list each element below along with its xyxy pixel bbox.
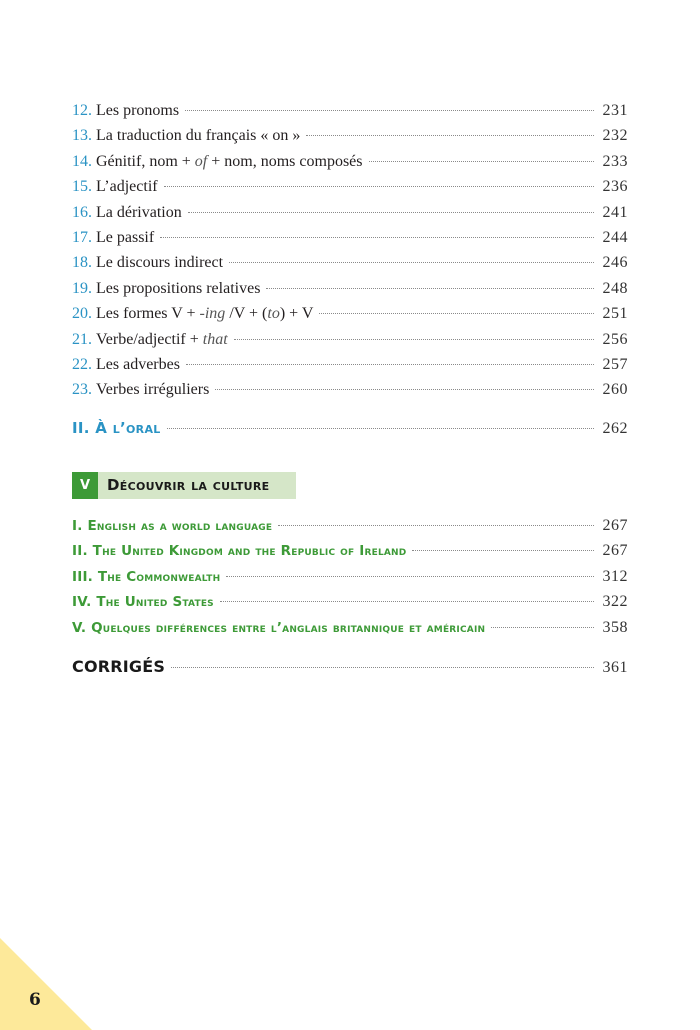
toc-entry-17[interactable] [72, 225, 628, 250]
entry-title: III. The Commonwealth [72, 568, 221, 585]
entry-number: 20. [72, 305, 92, 323]
dot-leader [306, 135, 594, 136]
entry-title: Les adverbes [96, 355, 180, 373]
entry-title: Génitif, nom + of + nom, noms composés [96, 152, 363, 170]
culture-entry-5[interactable] [72, 615, 628, 640]
dot-leader [412, 550, 594, 551]
entry-page: 232 [602, 127, 628, 145]
section-page: 262 [602, 419, 628, 437]
entry-page: 257 [602, 355, 628, 373]
entry-title: V. Quelques différences entre l’anglais britannique et américain [72, 619, 486, 636]
entry-page: 233 [602, 152, 628, 170]
entry-number: 15. [72, 178, 92, 196]
entry-page: 358 [602, 618, 628, 636]
entry-page: 248 [602, 279, 628, 297]
entry-title: IV. The United States [72, 594, 214, 611]
entry-title: Les pronoms [96, 102, 180, 119]
entry-title: II. The United Kingdom and the Republic of Ireland [72, 543, 407, 560]
toc-entry-16[interactable] [72, 200, 628, 225]
entry-page: 231 [602, 102, 628, 119]
entry-number: 17. [72, 228, 92, 246]
entry-number: 19. [72, 279, 92, 297]
dot-leader [491, 627, 594, 628]
toc-entry-13[interactable] [72, 123, 628, 148]
entry-title: I. English as a world language [72, 518, 273, 534]
dot-leader [164, 186, 594, 187]
toc-entry-12[interactable] [72, 98, 628, 123]
section-badge: V [72, 472, 98, 499]
entry-number: 14. [72, 152, 92, 170]
dot-leader [229, 262, 594, 263]
entry-title: Le discours indirect [96, 254, 224, 272]
entry-page: 244 [602, 228, 628, 246]
toc-entry-19[interactable] [72, 276, 628, 301]
dot-leader [369, 161, 595, 162]
dot-leader [319, 313, 594, 314]
entry-title: Les formes V + -ing /V + (to) + V [96, 305, 314, 323]
toc-corriges[interactable] [72, 654, 628, 679]
dot-leader [185, 110, 594, 111]
section-page: 361 [602, 658, 628, 676]
entry-title: Verbe/adjectif + that [96, 330, 228, 348]
entry-title: L’adjectif [96, 178, 158, 196]
corner-triangle-decoration [0, 938, 92, 1030]
toc-entry-20[interactable] [72, 301, 628, 326]
entry-page: 256 [602, 330, 628, 348]
entry-number: 21. [72, 330, 92, 348]
section-title: CORRIGÉS [72, 656, 166, 676]
entry-number: 22. [72, 355, 92, 373]
dot-leader [215, 389, 594, 390]
entry-page: 251 [602, 305, 628, 323]
dot-leader [171, 667, 594, 668]
toc-entry-23[interactable] [72, 377, 628, 402]
entry-page: 260 [602, 381, 628, 399]
dot-leader [188, 212, 594, 213]
entry-page: 322 [602, 593, 628, 611]
toc-entry-18[interactable] [72, 250, 628, 275]
toc-entry-22[interactable] [72, 352, 628, 377]
grammar-toc [72, 98, 628, 441]
culture-entry-1[interactable] [72, 513, 628, 538]
culture-entry-2[interactable] [72, 538, 628, 563]
dot-leader [186, 364, 594, 365]
toc-entry-15[interactable] [72, 174, 628, 199]
dot-leader [266, 288, 594, 289]
dot-leader [160, 237, 594, 238]
dot-leader [234, 339, 594, 340]
entry-title: Le passif [96, 228, 155, 246]
toc-entry-14[interactable] [72, 149, 628, 174]
entry-number: 18. [72, 254, 92, 272]
section-title: II. À l’oral [72, 418, 161, 437]
page-number: 6 [29, 990, 41, 1010]
dot-leader [220, 601, 594, 602]
culture-section-header [72, 472, 296, 499]
entry-page: 241 [602, 203, 628, 221]
toc-section-oral[interactable] [72, 416, 628, 441]
entry-title: La dérivation [96, 203, 182, 221]
entry-page: 236 [602, 178, 628, 196]
dot-leader [226, 576, 594, 577]
entry-page: 267 [602, 517, 628, 534]
entry-page: 246 [602, 254, 628, 272]
entry-page: 267 [602, 542, 628, 560]
entry-title: Les propositions relatives [96, 279, 261, 297]
dot-leader [278, 525, 594, 526]
entry-title: Verbes irréguliers [96, 381, 210, 399]
entry-number: 16. [72, 203, 92, 221]
entry-page: 312 [602, 567, 628, 585]
culture-toc [72, 513, 628, 679]
culture-entry-3[interactable] [72, 564, 628, 589]
section-label: Découvrir la culture [98, 472, 296, 499]
entry-title: La traduction du français « on » [96, 127, 301, 145]
entry-number: 13. [72, 127, 92, 145]
culture-entry-4[interactable] [72, 589, 628, 614]
entry-number: 12. [72, 102, 92, 119]
dot-leader [167, 428, 594, 429]
entry-number: 23. [72, 381, 92, 399]
toc-entry-21[interactable] [72, 327, 628, 352]
